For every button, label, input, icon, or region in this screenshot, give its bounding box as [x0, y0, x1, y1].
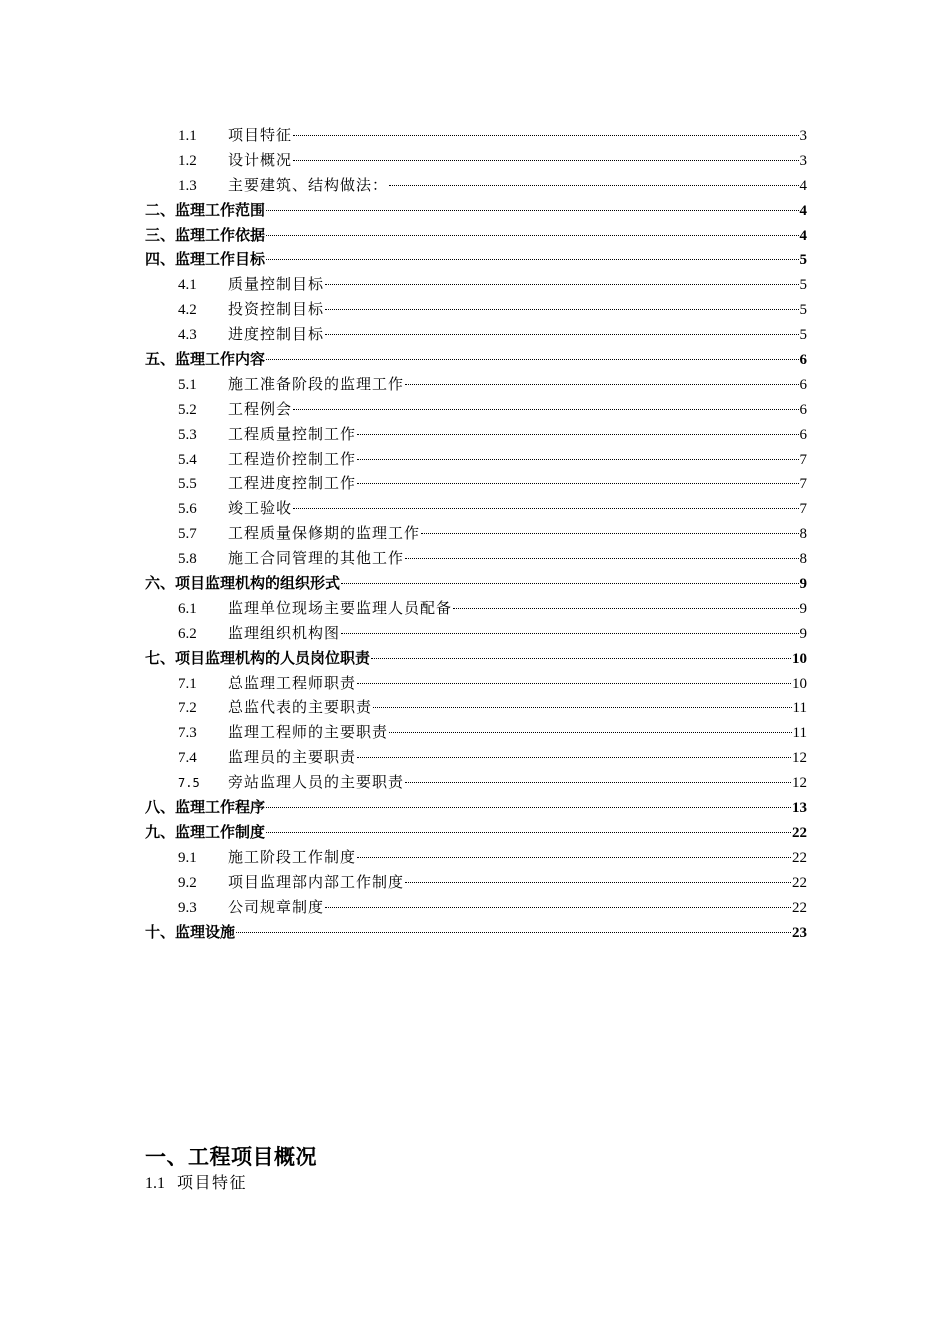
- toc-entry-title: 工程例会: [228, 401, 293, 418]
- toc-entry-number: 5.3: [178, 426, 197, 443]
- dot-leader: [325, 284, 798, 285]
- toc-entry[interactable]: [145, 174, 807, 199]
- toc-entry-page: 9: [799, 576, 807, 593]
- dot-leader: [405, 782, 791, 783]
- dot-leader: [389, 185, 798, 186]
- toc-entry-page: 9: [799, 625, 807, 642]
- toc-entry-number: 5.8: [178, 551, 197, 568]
- dot-leader: [357, 483, 798, 484]
- toc-entry-page: 5: [799, 327, 807, 344]
- toc-entry-number: 1.3: [178, 177, 197, 194]
- toc-entry[interactable]: [145, 896, 807, 921]
- toc-entry[interactable]: [145, 796, 807, 821]
- toc-entry-number: 9.3: [178, 899, 197, 916]
- toc-entry-page: 11: [792, 700, 807, 717]
- dot-leader: [357, 434, 798, 435]
- dot-leader: [357, 459, 798, 460]
- toc-entry[interactable]: [145, 398, 807, 423]
- toc-entry[interactable]: [145, 522, 807, 547]
- toc-entry-title: 公司规章制度: [228, 899, 325, 916]
- dot-leader: [325, 907, 791, 908]
- toc-entry-page: 8: [799, 551, 807, 568]
- toc-entry-page: 4: [799, 202, 807, 219]
- toc-entry-page: 6: [799, 401, 807, 418]
- toc-entry-page: 7: [799, 451, 807, 468]
- toc-entry-number: 5.4: [178, 451, 197, 468]
- toc-entry[interactable]: [145, 472, 807, 497]
- toc-entry[interactable]: [145, 597, 807, 622]
- toc-entry[interactable]: [145, 273, 807, 298]
- toc-entry[interactable]: [145, 721, 807, 746]
- toc-entry[interactable]: [145, 696, 807, 721]
- toc-entry-title: 十、监理设施: [145, 924, 236, 941]
- toc-entry-number: 7.1: [178, 675, 197, 692]
- toc-entry-title: 监理员的主要职责: [228, 750, 357, 767]
- table-of-contents: [145, 124, 807, 945]
- toc-entry-page: 13: [792, 800, 807, 817]
- section-heading: 一、工程项目概况: [145, 1145, 317, 1169]
- toc-entry-number: 5.7: [178, 526, 197, 543]
- toc-entry-page: 7: [799, 501, 807, 518]
- dot-leader: [357, 683, 791, 684]
- dot-leader: [266, 210, 798, 211]
- toc-entry-page: 12: [792, 750, 807, 767]
- toc-entry-title: 施工准备阶段的监理工作: [228, 376, 405, 393]
- toc-entry-title: 九、监理工作制度: [145, 824, 266, 841]
- dot-leader: [266, 235, 798, 236]
- toc-entry-page: 4: [799, 227, 807, 244]
- toc-entry-page: 9: [799, 600, 807, 617]
- toc-entry[interactable]: [145, 871, 807, 896]
- dot-leader: [325, 309, 798, 310]
- toc-entry-title: 七、项目监理机构的人员岗位职责: [145, 650, 371, 667]
- dot-leader: [325, 334, 798, 335]
- toc-entry-page: 10: [792, 650, 807, 667]
- toc-entry[interactable]: [145, 224, 807, 249]
- toc-entry-number: 7.2: [178, 700, 197, 717]
- dot-leader: [293, 160, 798, 161]
- toc-entry-page: 11: [792, 725, 807, 742]
- dot-leader: [293, 409, 798, 410]
- toc-entry[interactable]: [145, 298, 807, 323]
- toc-entry[interactable]: [145, 373, 807, 398]
- toc-entry-number: 4.3: [178, 327, 197, 344]
- toc-entry-number: 9.2: [178, 874, 197, 891]
- toc-entry-title: 项目特征: [228, 128, 293, 144]
- toc-entry-title: 总监理工程师职责: [228, 675, 357, 692]
- toc-entry-page: 6: [799, 352, 807, 369]
- subsection-heading: [145, 1170, 247, 1193]
- toc-entry[interactable]: [145, 572, 807, 597]
- dot-leader: [293, 508, 798, 509]
- toc-entry-title: 质量控制目标: [228, 277, 325, 294]
- toc-entry-title: 五、监理工作内容: [145, 352, 266, 369]
- toc-entry-number: 4.2: [178, 302, 197, 319]
- dot-leader: [293, 135, 798, 136]
- toc-entry-page: 12: [792, 775, 807, 792]
- toc-entry-page: 3: [799, 152, 807, 169]
- toc-entry-title: 工程质量控制工作: [228, 426, 357, 443]
- toc-entry[interactable]: [145, 423, 807, 448]
- toc-entry-title: 工程进度控制工作: [228, 476, 357, 493]
- dot-leader: [405, 882, 791, 883]
- dot-leader: [405, 384, 798, 385]
- toc-entry-title: 三、监理工作依据: [145, 227, 266, 244]
- toc-entry-page: 5: [799, 302, 807, 319]
- toc-entry-number: 7.4: [178, 750, 197, 767]
- toc-entry-title: 八、监理工作程序: [145, 800, 266, 817]
- toc-entry-page: 6: [799, 376, 807, 393]
- toc-entry-number: 1.1: [178, 128, 197, 144]
- dot-leader: [236, 932, 791, 933]
- dot-leader: [266, 359, 798, 360]
- toc-entry-page: 5: [799, 252, 807, 269]
- toc-entry-page: 22: [792, 849, 807, 866]
- toc-entry-title: 总监代表的主要职责: [228, 700, 373, 717]
- toc-entry-title: 施工阶段工作制度: [228, 849, 357, 866]
- subsection-number: 1.1: [145, 1175, 165, 1192]
- toc-entry-page: 10: [792, 675, 807, 692]
- toc-entry[interactable]: [145, 746, 807, 771]
- dot-leader: [357, 757, 791, 758]
- toc-entry-number: 7.5: [178, 776, 200, 791]
- toc-entry-title: 六、项目监理机构的组织形式: [145, 576, 341, 593]
- toc-entry-title: 监理组织机构图: [228, 625, 341, 642]
- toc-entry-page: 6: [799, 426, 807, 443]
- toc-entry-number: 5.1: [178, 376, 197, 393]
- toc-entry[interactable]: [145, 771, 807, 796]
- toc-entry-title: 旁站监理人员的主要职责: [228, 775, 405, 792]
- toc-entry-number: 6.2: [178, 625, 197, 642]
- dot-leader: [341, 583, 798, 584]
- dot-leader: [266, 807, 791, 808]
- dot-leader: [373, 707, 792, 708]
- dot-leader: [341, 633, 798, 634]
- toc-entry-title: 二、监理工作范围: [145, 202, 266, 219]
- toc-entry-page: 22: [792, 899, 807, 916]
- toc-entry-number: 6.1: [178, 600, 197, 617]
- toc-entry[interactable]: [145, 647, 807, 672]
- toc-entry-title: 竣工验收: [228, 501, 293, 518]
- toc-entry-title: 进度控制目标: [228, 327, 325, 344]
- subsection-title: 项目特征: [177, 1175, 248, 1192]
- dot-leader: [405, 558, 798, 559]
- toc-entry-number: 5.2: [178, 401, 197, 418]
- toc-entry[interactable]: [145, 248, 807, 273]
- dot-leader: [266, 259, 798, 260]
- toc-entry-title: 投资控制目标: [228, 302, 325, 319]
- toc-entry-title: 施工合同管理的其他工作: [228, 551, 405, 568]
- toc-entry-page: 22: [792, 874, 807, 891]
- dot-leader: [266, 832, 791, 833]
- toc-entry-number: 5.6: [178, 501, 197, 518]
- toc-entry-page: 5: [799, 277, 807, 294]
- toc-entry-title: 主要建筑、结构做法：: [228, 177, 389, 194]
- toc-entry-page: 3: [799, 128, 807, 144]
- toc-entry-number: 4.1: [178, 277, 197, 294]
- toc-entry-title: 四、监理工作目标: [145, 252, 266, 269]
- toc-entry-page: 4: [799, 177, 807, 194]
- toc-entry[interactable]: [145, 149, 807, 174]
- toc-entry-title: 工程质量保修期的监理工作: [228, 526, 421, 543]
- toc-entry-number: 1.2: [178, 152, 197, 169]
- toc-entry-number: 9.1: [178, 849, 197, 866]
- dot-leader: [421, 533, 798, 534]
- toc-entry[interactable]: [145, 821, 807, 846]
- toc-entry[interactable]: [145, 846, 807, 871]
- toc-entry-page: 8: [799, 526, 807, 543]
- toc-entry-title: 监理工程师的主要职责: [228, 725, 389, 742]
- toc-entry-title: 监理单位现场主要监理人员配备: [228, 600, 453, 617]
- toc-entry[interactable]: [145, 547, 807, 572]
- toc-entry[interactable]: [145, 323, 807, 348]
- toc-entry-number: 5.5: [178, 476, 197, 493]
- toc-entry[interactable]: [145, 199, 807, 224]
- toc-entry[interactable]: [145, 497, 807, 522]
- toc-entry-title: 设计概况: [228, 152, 293, 169]
- toc-entry[interactable]: [145, 448, 807, 473]
- toc-entry-number: 7.3: [178, 725, 197, 742]
- toc-entry-title: 工程造价控制工作: [228, 451, 357, 468]
- toc-entry-page: 22: [792, 824, 807, 841]
- toc-entry[interactable]: [145, 348, 807, 373]
- dot-leader: [453, 608, 798, 609]
- toc-entry-page: 7: [799, 476, 807, 493]
- toc-entry[interactable]: [145, 124, 807, 149]
- dot-leader: [389, 732, 792, 733]
- toc-entry[interactable]: [145, 672, 807, 697]
- toc-entry[interactable]: [145, 622, 807, 647]
- toc-entry-page: 23: [792, 924, 807, 941]
- dot-leader: [357, 857, 791, 858]
- toc-entry-title: 项目监理部内部工作制度: [228, 874, 405, 891]
- dot-leader: [371, 658, 791, 659]
- toc-entry[interactable]: [145, 921, 807, 946]
